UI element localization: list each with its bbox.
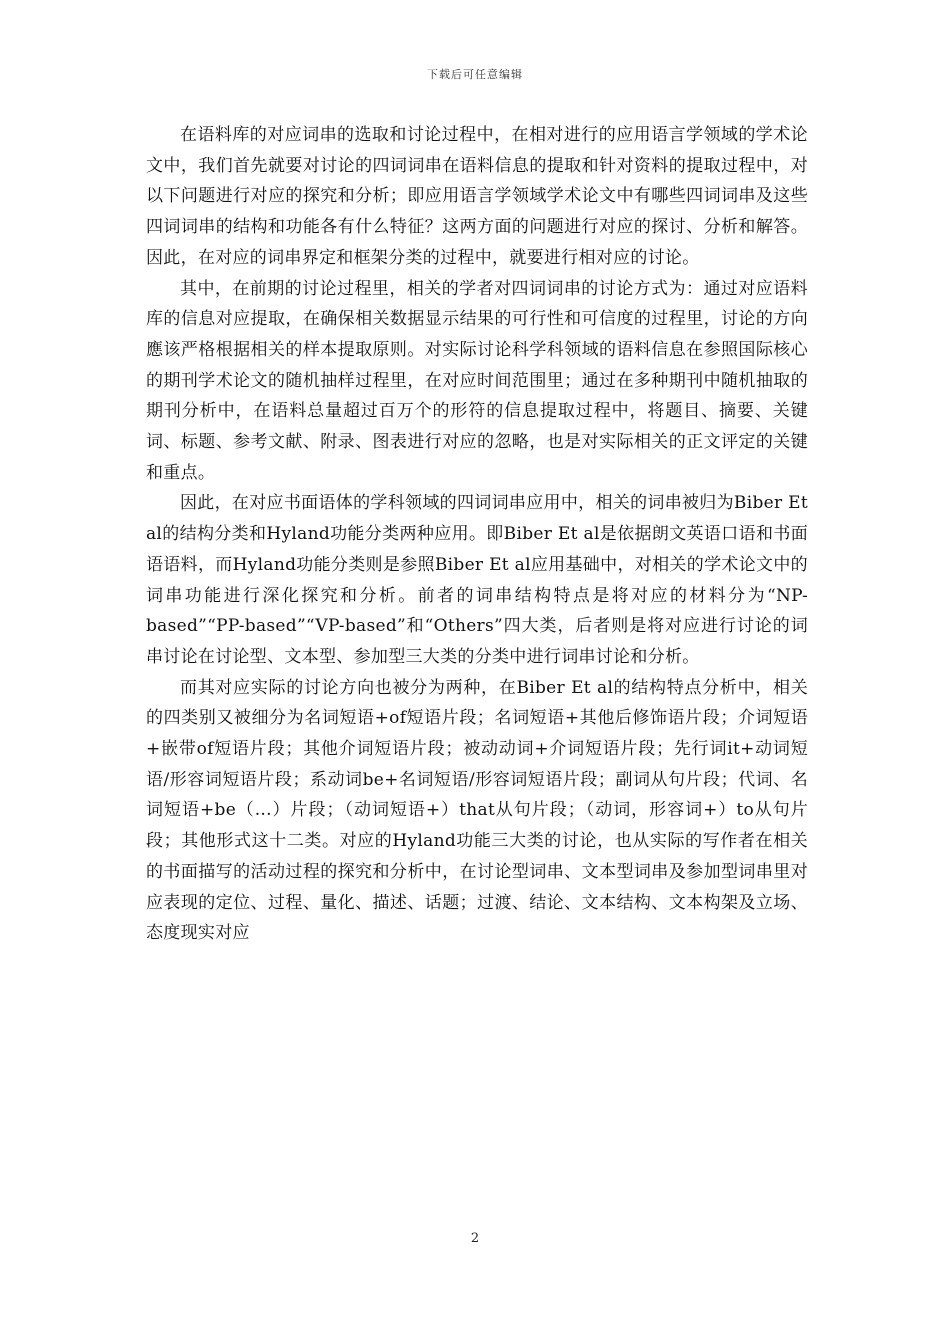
paragraph-1: 在语料库的对应词串的选取和讨论过程中，在相对进行的应用语言学领域的学术论文中，我们首先就要对讨论的四词词串在语料信息的提取和针对资料的提取过程中，对以下问题进行对应的探究和分析；即应用语言学领域学术论文中有哪些四词词串及这些四词词串的结构和功能各有什么特征？这两方面的问题进行对应的探讨、分析和解答。因此，在对应的词串界定和框架分类的过程中，就要进行相对应的讨论。 (146, 125, 808, 268)
document-body (146, 120, 808, 949)
page-number: 2 (470, 1231, 480, 1246)
page-header: 下载后可任意编辑 (427, 68, 523, 81)
paragraph-3: 因此，在对应书面语体的学科领域的四词词串应用中，相关的词串被归为Biber Et al的结构分类和Hyland功能分类两种应用。即Biber Et al是依据朗文英语口语和书面语语料，而Hyland功能分类则是参照Biber Et al应用基础中，对相关的学术论文中的词串功能进行深化探究和分析。前者的词串结构特点是将对应的材料分为“NP-based”“PP-based”“VP-based”和“Others”四大类，后者则是将对应进行讨论的词串讨论在讨论型、文本型、参加型三大类的分类中进行词串讨论和分析。 (146, 493, 808, 667)
paragraph-4: 而其对应实际的讨论方向也被分为两种，在Biber Et al的结构特点分析中，相关的四类别又被细分为名词短语+of短语片段；名词短语+其他后修饰语片段；介词短语+嵌带of短语片段；其他介词短语片段；被动动词+介词短语片段；先行词it+动词短语/形容词短语片段；系动词be+名词短语/形容词短语片段；副词从句片段；代词、名词短语+be（...）片段；（动词短语+）that从句片段；（动词，形容词+）to从句片段；其他形式这十二类。对应的Hyland功能三大类的讨论，也从实际的写作者在相关的书面描写的活动过程的探究和分析中，在讨论型词串、文本型词串及参加型词串里对应表现的定位、过程、量化、描述、话题；过渡、结论、文本结构、文本构架及立场、态度现实对应 (146, 677, 808, 944)
paragraph-2: 其中，在前期的讨论过程里，相关的学者对四词词串的讨论方式为：通过对应语料库的信息对应提取，在确保相关数据显示结果的可行性和可信度的过程里，讨论的方向應该严格根据相关的样本提取原则。对实际讨论科学科领域的语料信息在参照国际核心的期刊学术论文的随机抽样过程里，在对应时间范围里；通过在多种期刊中随机抽取的期刊分析中，在语料总量超过百万个的形符的信息提取过程中，将题目、摘要、关键词、标题、参考文献、附录、图表进行对应的忽略，也是对实际相关的正文评定的关键和重点。 (146, 278, 808, 483)
